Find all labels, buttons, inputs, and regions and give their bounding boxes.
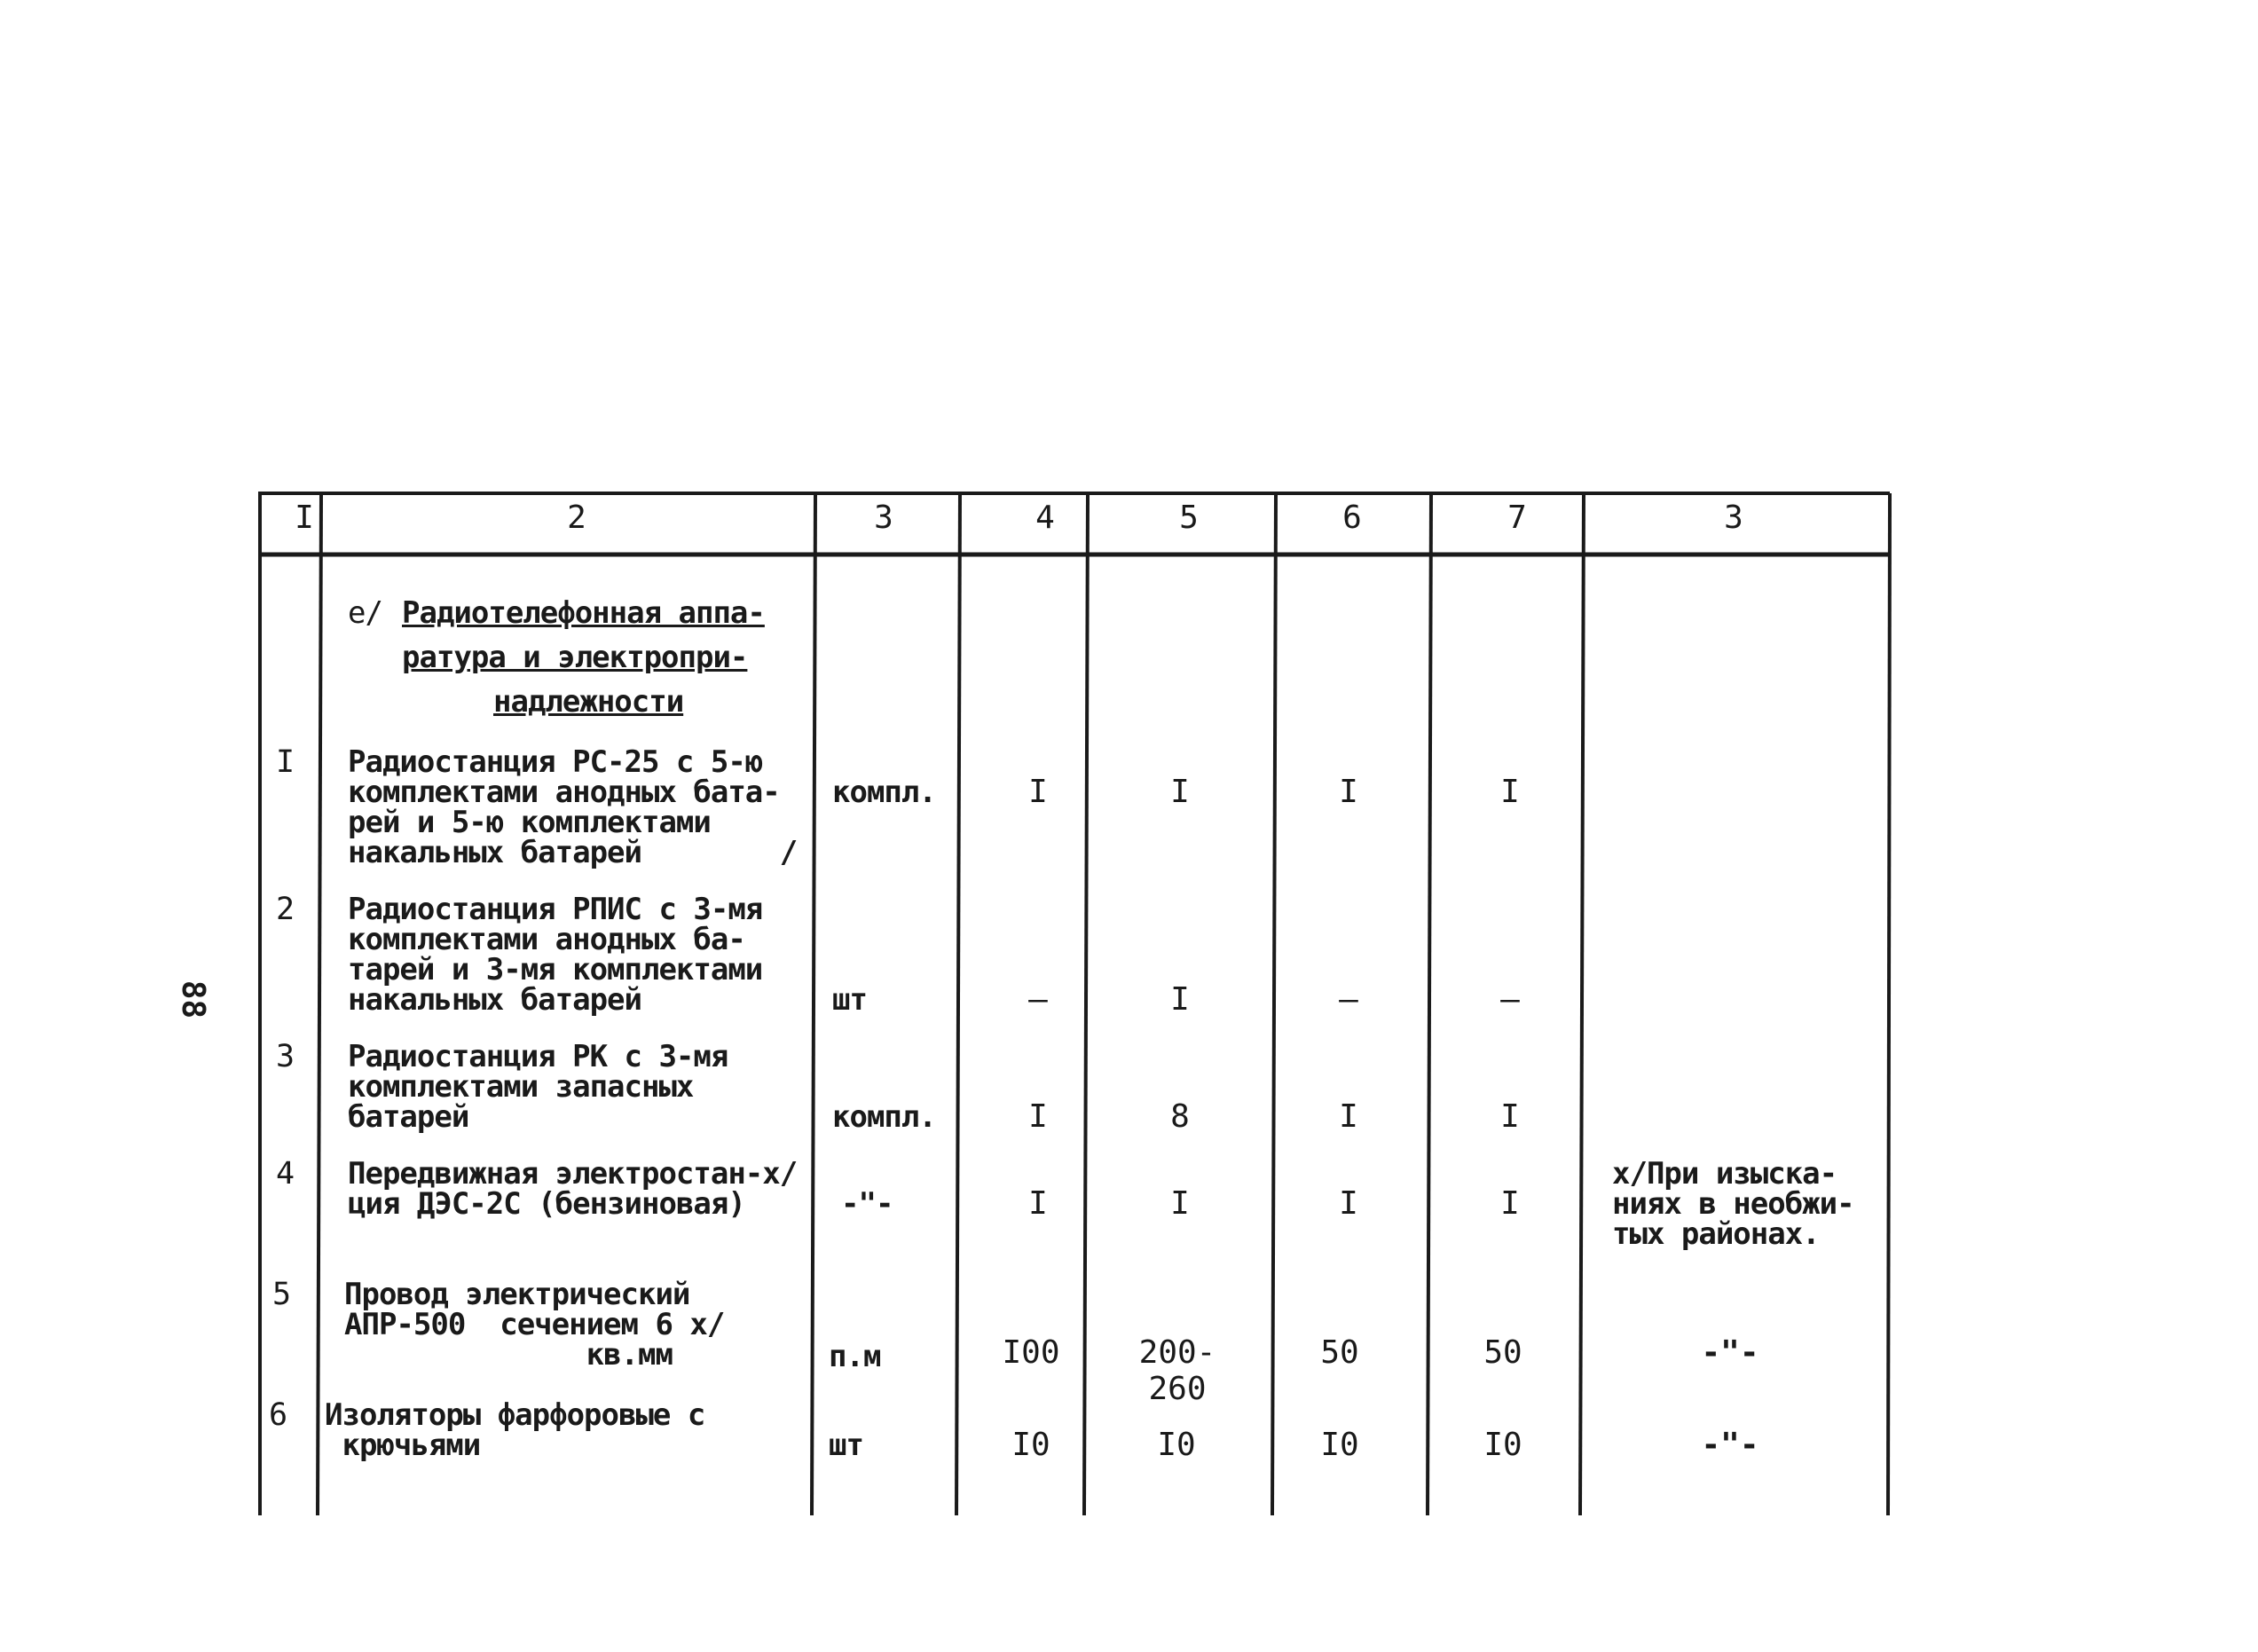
row-4-name-line-2: ция ДЭС-2С (бензиновая) <box>348 1186 745 1222</box>
header-col-1: I <box>295 500 314 536</box>
row-2-name-line-1: Радиостанция РПИС с 3-мя <box>348 892 763 927</box>
row-2-col-4: – <box>1028 981 1048 1018</box>
row-3-number: 3 <box>276 1039 295 1074</box>
header-col-4: 4 <box>1035 500 1055 536</box>
col-border-8 <box>1580 493 1584 1515</box>
row-5-col-6: 50 <box>1320 1334 1359 1371</box>
row-6-unit: шт <box>829 1428 863 1463</box>
header-col-2: 2 <box>567 500 586 536</box>
col-border-4 <box>956 493 960 1515</box>
row-2-col-6: – <box>1339 981 1358 1018</box>
row-1-unit: компл. <box>832 775 936 810</box>
row-1-col-5: I <box>1170 774 1190 810</box>
row-4-note-line-1: х/При изыска- <box>1612 1156 1837 1192</box>
row-4-note-line-3: тых районах. <box>1612 1216 1820 1252</box>
row-6-name-line-1: Изоляторы фарфоровые с <box>325 1397 705 1433</box>
header-col-5: 5 <box>1179 500 1199 536</box>
row-4-col-5: I <box>1170 1185 1190 1222</box>
row-5-name-line-1: Провод электрический <box>344 1277 690 1312</box>
row-2-col-5: I <box>1170 981 1190 1018</box>
row-6-number: 6 <box>269 1397 287 1433</box>
row-6-note: -"- <box>1701 1427 1759 1463</box>
row-6-col-5: I0 <box>1157 1427 1196 1463</box>
row-6-col-7: I0 <box>1483 1427 1522 1463</box>
row-3-name-line-3: батарей <box>348 1099 469 1135</box>
header-col-7: 7 <box>1507 500 1527 536</box>
row-4-col-6: I <box>1339 1185 1358 1222</box>
row-1-col-4: I <box>1028 774 1048 810</box>
row-1-col-6: I <box>1339 774 1358 810</box>
row-6-col-4: I0 <box>1011 1427 1050 1463</box>
section-title-line-2: ратура и электропри- <box>402 640 748 675</box>
col-border-7 <box>1428 493 1431 1515</box>
header-col-3: 3 <box>874 500 893 536</box>
row-2-name-line-3: тарей и 3-мя комплектами <box>348 952 763 987</box>
row-5-col-7: 50 <box>1483 1334 1522 1371</box>
row-4-col-7: I <box>1500 1185 1520 1222</box>
row-4-unit: -"- <box>841 1186 893 1222</box>
row-2-col-7: – <box>1500 981 1520 1018</box>
row-5-col-4: I00 <box>1002 1334 1060 1371</box>
row-1-name-line-1: Радиостанция РС-25 с 5-ю <box>348 744 763 780</box>
row-3-name-line-2: комплектами запасных <box>348 1069 694 1105</box>
row-2-number: 2 <box>276 892 295 927</box>
row-2-name-line-2: комплектами анодных ба- <box>348 922 745 957</box>
section-prefix: е/ <box>348 595 382 631</box>
section-title-line-1: Радиотелефонная аппа- <box>402 595 765 631</box>
col-border-6 <box>1272 493 1276 1515</box>
row-4-name-line-1: Передвижная электростан-х/ <box>348 1156 798 1192</box>
header-col-8: 3 <box>1724 500 1743 536</box>
row-2-name-line-4: накальных батарей <box>348 982 641 1018</box>
row-5-note: -"- <box>1701 1334 1759 1371</box>
row-4-col-4: I <box>1028 1185 1048 1222</box>
row-3-name-line-1: Радиостанция РК с 3-мя <box>348 1039 728 1074</box>
row-5-number: 5 <box>272 1277 291 1312</box>
row-5-unit: п.м <box>829 1339 881 1374</box>
row-4-number: 4 <box>276 1156 295 1192</box>
row-3-col-5: 8 <box>1170 1098 1190 1135</box>
row-1-number: I <box>276 744 295 780</box>
col-border-5 <box>1084 493 1088 1515</box>
row-3-col-6: I <box>1339 1098 1358 1135</box>
row-3-unit: компл. <box>832 1099 936 1135</box>
header-col-6: 6 <box>1342 500 1362 536</box>
row-1-name-line-4: накальных батарей / <box>348 835 798 870</box>
row-1-name-line-3: рей и 5-ю комплектами <box>348 805 711 840</box>
row-5-name-line-3: кв.мм <box>344 1337 673 1373</box>
row-3-col-4: I <box>1028 1098 1048 1135</box>
page-number: 88 <box>175 979 212 1019</box>
section-title-line-3: надлежности <box>493 684 684 720</box>
col-border-9 <box>1888 493 1890 1515</box>
row-4-note-line-2: ниях в необжи- <box>1612 1186 1854 1222</box>
row-1-name-line-2: комплектами анодных бата- <box>348 775 780 810</box>
row-6-col-6: I0 <box>1320 1427 1359 1463</box>
row-1-col-7: I <box>1500 774 1520 810</box>
row-6-name-line-2: крючьями <box>325 1428 481 1463</box>
row-5-col-5: 200-260 <box>1138 1334 1216 1407</box>
row-3-col-7: I <box>1500 1098 1520 1135</box>
row-5-name-line-2: АПР-500 сечением 6 х/ <box>344 1307 725 1342</box>
row-2-unit: шт <box>832 982 867 1018</box>
col-border-3 <box>812 493 815 1515</box>
col-border-2 <box>318 493 321 1515</box>
